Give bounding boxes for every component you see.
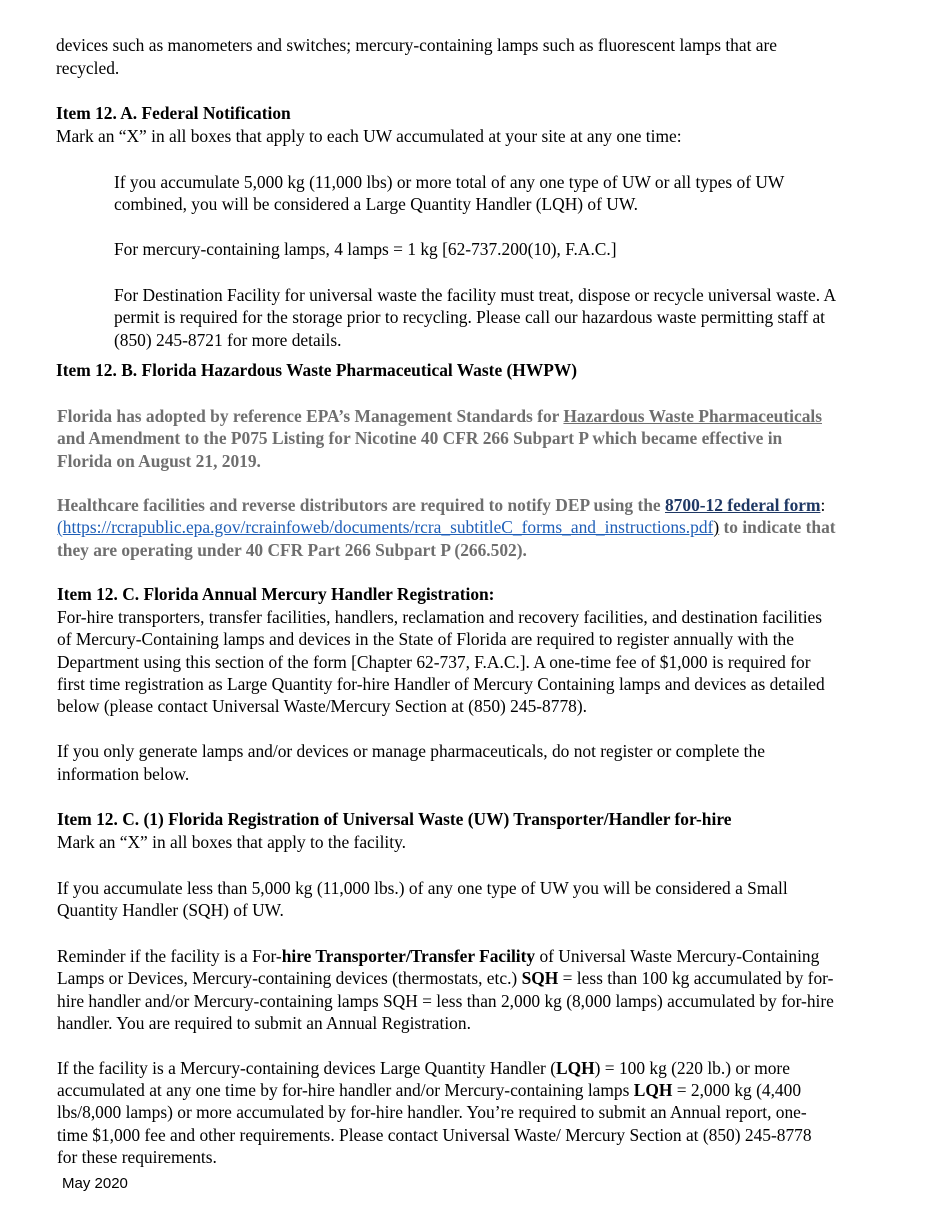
close-paren: ) [713,517,720,537]
item-12c1-lqh-line-1 [57,1057,790,1079]
item-12b-p2-line-2 [57,516,836,538]
item-12c-line-1: For-hire transporters, transfer facilities, handlers, reclamation and recovery facilities, and destination facilities [57,607,823,627]
item-12a-lqh-line-1: If you accumulate 5,000 kg (11,000 lbs) or more total of any one type of UW or all types of UW [114,172,785,192]
reminder-bold-facility: hire Transporter/Transfer Facility [281,946,536,966]
item-12c1-reminder-line-3: hire handler and/or Mercury-containing lamps SQH = less than 2,000 kg (8,000 lamps) accumulated by for-hire [57,991,834,1011]
reminder-line2-text-c: = less than 100 kg accumulated by for- [558,968,834,988]
item-12b-p2-suffix: to indicate that [719,517,836,537]
item-12a-destination-line-3: (850) 245-8721 for more details. [114,330,342,350]
item-12a-lamps-conversion: For mercury-containing lamps, 4 lamps = 1 kg [62-737.200(10), F.A.C.] [114,239,617,259]
rcra-forms-url-link[interactable]: https://rcrapublic.epa.gov/rcrainfoweb/documents/rcra_subtitleC_forms_and_instructions.pdf [62,517,714,537]
colon: : [820,495,826,515]
item-12b-p2-line-3: they are operating under 40 CFR Part 266 Subpart P (266.502). [57,540,527,560]
reminder-line2-text-a: Lamps or Devices, Mercury-containing devices (thermostats, etc.) [57,968,522,988]
item-12c1-sqh-line-2: Quantity Handler (SQH) of UW. [57,900,284,920]
item-12a-destination-line-1: For Destination Facility for universal waste the facility must treat, dispose or recycle universal waste. A [114,285,836,305]
item-12b-p1-line-1 [57,405,822,427]
item-12b-p2-text: Healthcare facilities and reverse distributors are required to notify DEP using the [57,495,665,515]
footer-date: May 2020 [62,1175,128,1192]
intro-line-2: recycled. [56,58,120,78]
intro-line-1: devices such as manometers and switches; mercury-containing lamps such as fluorescent lamps that are [56,35,777,55]
item-12c1-lqh-line-5: for these requirements. [57,1147,217,1167]
open-paren: ( [57,517,63,537]
item-12a-lqh-line-2: combined, you will be considered a Large Quantity Handler (LQH) of UW. [114,194,638,214]
reminder-bold-sqh: SQH [521,968,559,988]
lqh-bold-2: LQH [633,1080,673,1100]
federal-form-8700-12-link[interactable]: 8700-12 federal form [664,495,821,515]
item-12c-line-5: below (please contact Universal Waste/Mercury Section at (850) 245-8778). [57,696,587,716]
item-12c-line-4: first time registration as Large Quantity for-hire Handler of Mercury Containing lamps and devices as detailed [57,674,825,694]
item-12c-line-2: of Mercury-Containing lamps and devices in the State of Florida are required to register annually with the [57,629,794,649]
item-12b-p2-line-1 [57,494,825,516]
lqh-line1-text-a: If the facility is a Mercury-containing devices Large Quantity Handler ( [57,1058,556,1078]
item-12c1-reminder-line-1 [57,945,819,967]
item-12c1-heading: Item 12. C. (1) Florida Registration of Universal Waste (UW) Transporter/Handler for-hire [57,809,732,829]
lqh-line2-text-a: accumulated at any one time by for-hire handler and/or Mercury-containing lamps [57,1080,634,1100]
item-12a-heading: Item 12. A. Federal Notification [56,103,291,123]
item-12b-p1-line-3: Florida on August 21, 2019. [57,451,261,471]
item-12c-p2-line-2: information below. [57,764,190,784]
item-12c1-lqh-line-3: lbs/8,000 lamps) or more accumulated by for-hire handler. You’re required to submit an Annual report, one- [57,1102,807,1122]
reminder-text-c: of Universal Waste Mercury-Containing [535,946,820,966]
item-12c1-lqh-line-4: time $1,000 fee and other requirements. Please contact Universal Waste/ Mercury Section at (850) 245-8778 [57,1125,812,1145]
lqh-line1-text-c: ) = 100 kg (220 lb.) or more [594,1058,790,1078]
item-12b-p1-text: Florida has adopted by reference EPA’s Management Standards for [57,406,564,426]
item-12c1-instruction: Mark an “X” in all boxes that apply to the facility. [57,832,406,852]
item-12c1-reminder-line-2 [57,967,833,989]
item-12b-heading: Item 12. B. Florida Hazardous Waste Pharmaceutical Waste (HWPW) [56,360,578,380]
item-12b-p1-line-2: and Amendment to the P075 Listing for Nicotine 40 CFR 266 Subpart P which became effective in [57,428,783,448]
item-12c1-lqh-line-2 [57,1079,801,1101]
item-12c-p2-line-1: If you only generate lamps and/or devices or manage pharmaceuticals, do not register or complete the [57,741,765,761]
reminder-text-a: Reminder if the facility is a For- [57,946,282,966]
item-12c-heading: Item 12. C. Florida Annual Mercury Handler Registration: [57,584,495,604]
item-12c1-reminder-line-4: handler. You are required to submit an Annual Registration. [57,1013,471,1033]
item-12c-line-3: Department using this section of the form [Chapter 62-737, F.A.C.]. A one-time fee of $1,000 is required for [57,652,811,672]
lqh-bold-1: LQH [556,1058,595,1078]
item-12a-instruction: Mark an “X” in all boxes that apply to each UW accumulated at your site at any one time: [56,126,682,146]
item-12c1-sqh-line-1: If you accumulate less than 5,000 kg (11,000 lbs.) of any one type of UW you will be considered a Small [57,878,788,898]
hazardous-waste-pharmaceuticals-link[interactable]: Hazardous Waste Pharmaceuticals [563,406,822,426]
lqh-line2-text-c: = 2,000 kg (4,400 [672,1080,802,1100]
item-12a-destination-line-2: permit is required for the storage prior to recycling. Please call our hazardous waste permitting staff at [114,307,826,327]
